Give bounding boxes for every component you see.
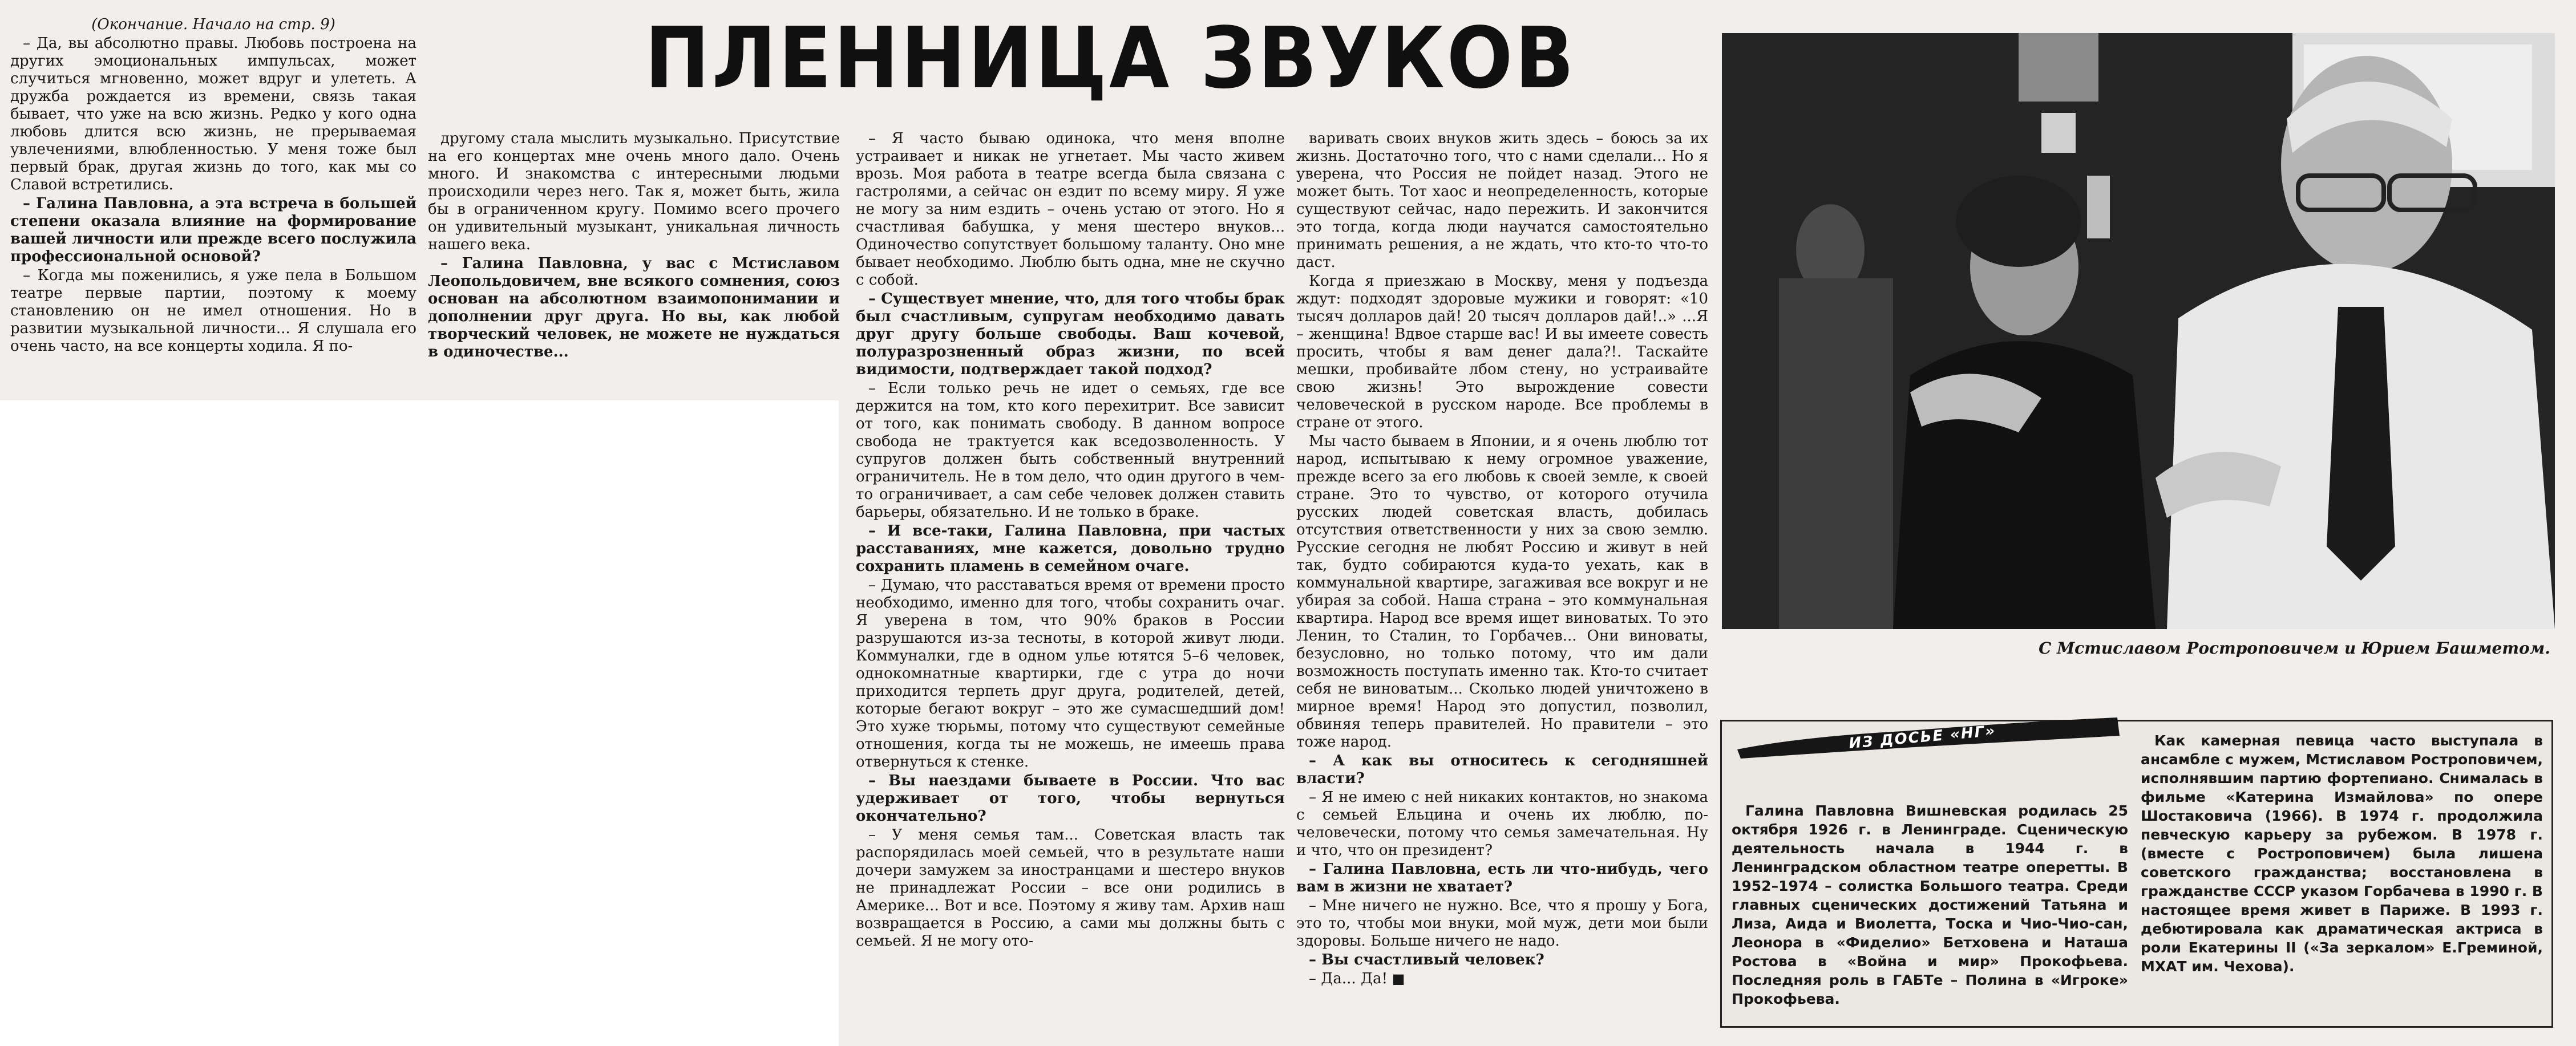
photo-image [1722,33,2555,629]
interview-question: – Галина Павловна, у вас с Мстиславом Леопольдовичем, вне всякого сомнения, союз основан на абсолютном взаимопонимании и дополнении друг друга. Но вы, как любой творческий человек, не можете не нуждаться в одиночестве... [428,255,840,360]
interview-answer: – Если только речь не идет о семьях, где все держится на том, кто кого перехитрит. Все зависит от того, как понимать свободу. В данном вопросе свобода не трактуется как вседозволенность. У супругов должен быть собственный внутренний ограничитель. Не в том дело, что один другого в чем-то ограничивает, а сам себе человек должен ставить барьеры, обязательно. И не только в браке. [856,380,1285,521]
interview-answer: Мы часто бываем в Японии, и я очень люблю тот народ, испытываю к нему огромное уважение, прежде всего за его любовь к своей земле, к своей стране. Это то чувство, от которого отучила русских людей советская власть, добилась отсутствия ответственности у них за свою землю. Русские сегодня не любят Россию и живут в ней так, будто собираются куда-то уехать, как в коммунальной квартире, загаживая все вокруг и не убирая за собой. Наша страна – это коммунальная квартира. Народ все время ищет виноватых. То это Ленин, то Сталин, то Горбачев... Они виноваты, безусловно, но только потому, что им дали возможность поступать именно так. Кто-то считает себя не виноватым... Сколько людей уничтожено в мирное время! Народ это допустил, позволил, обвиняя теперь правителей. Но правители – это тоже народ. [1296,433,1708,751]
interview-answer: другому стала мыслить музыкально. Присутствие на его концертах мне очень много дало. Очень много. И знакомства с интересными людьми происходили через него. Так я, может быть, жила бы в ограниченном кругу. Помимо всего прочего он удивительный музыкант, уникальная личность нашего века. [428,130,840,253]
article-column-3 [856,130,1285,1037]
interview-question: – Галина Павловна, есть ли что-нибудь, чего вам в жизни не хватает? [1296,861,1708,895]
interview-answer: Когда я приезжаю в Москву, меня у подъезда ждут: подходят здоровые мужики и говорят: «10 тысяч долларов дай! 20 тысяч долларов дай!..» ...Я – женщина! Вдвое старше вас! И вы имеете совесть просить, чтобы я вам денег дала?!. Таскайте мешки, пробивайте лбом стену, но устраивайте свою жизнь! Это вырождение совести человеческой в русском народе. Все проблемы в стране от этого. [1296,273,1708,431]
column-2-text [428,130,840,361]
dossier-badge-label: ИЗ ДОСЬЕ «НГ» [1848,722,1997,753]
article-column-2 [428,130,840,392]
dossier-column-2 [2141,731,2543,1023]
interview-answer: – Да, вы абсолютно правы. Любовь построена на других эмоциональных импульсах, может случиться мгновенно, может вдруг и улететь. А дружба рождается из времени, связь такая бывает, что уже на всю жизнь. Редко у кого одна любовь длится всю жизнь, не прерываемая увлечениями, влюбленностью. У меня тоже был первый брак, другая жизнь до того, как мы со Славой встретились. [10,35,416,193]
interview-answer: – Когда мы поженились, я уже пела в Большом театре первые партии, поэтому к моему становлению он не имел отношения. Но в развитии музыкальной личности... Я слушала его очень часто, на все концерты ходила. Я по- [10,267,416,355]
photo-caption: С Мстиславом Ростроповичем и Юрием Башметом. [2039,639,2550,658]
interview-answer: – Я часто бываю одинока, что меня вполне устраивает и никак не угнетает. Мы часто живем врозь. Моя работа в театре всегда была связана с гастролями, а сейчас он ездит по всему миру. Я уже не могу за ним ездить – очень устаю от этого. Но я счастливая бабушка, у меня шестеро внуков... Одиночество сопутствует большому таланту. Оно мне бывает необходимо. Люблю быть одна, мне не скучно с собой. [856,130,1285,289]
interview-question: – И все-таки, Галина Павловна, при частых расставаниях, мне кажется, довольно трудно сохранить пламень в семейном очаге. [856,522,1285,575]
interview-answer: – Да... Да! ■ [1296,970,1708,988]
interview-answer: – У меня семья там... Советская власть так распорядилась моей семьей, что в результате наши дочери замужем за иностранцами и шестеро внуков не принадлежат России – все они родились в Америке... Вот и все. Поэтому я живу там. Архив наш возвращается в Россию, а сами мы должны быть с семьей. Я не могу ото- [856,826,1285,950]
article-column-4 [1296,130,1708,1037]
headline: ПЛЕННИЦА ЗВУКОВ [645,9,1576,107]
column-3-text [856,130,1285,950]
interview-answer: – Думаю, что расставаться время от времени просто необходимо, именно для того, чтобы сохранить очаг. Я уверена в том, что 90% браков в России разрушаются из-за тесноты, в которой живут люди. Коммуналки, где в одном улье ютятся 5–6 человек, однокомнатные квартирки, где с утра до ночи приходится терпеть друг друга, родителей, детей, которые бегают вокруг – это же сумасшедший дом! Это хуже тюрьмы, потому что существуют семейные отношения, когда ты не можешь, не имеешь права отвернуться к стенке. [856,577,1285,771]
column-1-text [10,35,416,355]
interview-answer: – Мне ничего не нужно. Все, что я прошу у Бога, это то, чтобы мои внуки, мой муж, дети мои были здоровы. Больше ничего не надо. [1296,897,1708,950]
dossier-column-1 [1732,801,2128,1024]
continuation-note: (Окончание. Начало на стр. 9) [91,16,335,33]
column-4-text [1296,130,1708,988]
interview-question: – Существует мнение, что, для того чтобы брак был счастливым, супругам необходимо давать друг другу больше свободы. Ваш кочевой, полуразрозненный образ жизни, по всей видимости, подтверждает такой подход? [856,290,1285,378]
interview-question: – Галина Павловна, а эта встреча в большей степени оказала влияние на формирование вашей личности или прежде всего послужила профессиональной основой? [10,195,416,265]
dossier-text-2: Как камерная певица часто выступала в ансамбле с мужем, Мстиславом Ростроповичем, исполнявшим партию фортепиано. Снималась в фильме «Катерина Измайлова» по опере Шостаковича (1966). В 1974 г. продолжила певческую карьеру за рубежом. В 1978 г. (вместе с Ростроповичем) была лишена советского гражданства; восстановлена в гражданстве СССР указом Горбачева в 1990 г. В настоящее время живет в Париже. В 1993 г. дебютировала как драматическая актриса в роли Екатерины II («За зеркалом» Е.Греминой, МХАТ им. Чехова). [2141,732,2543,975]
interview-question: – Вы наездами бываете в России. Что вас удерживает от того, чтобы вернуться окончательно? [856,772,1285,825]
article-column-1 [10,16,416,392]
photo [1722,33,2555,629]
interview-answer: – Я не имею с ней никаких контактов, но знакома с семьей Ельцина и очень их люблю, по-человечески, потому что семья замечательная. Ну и что, что он президент? [1296,789,1708,859]
dossier-text-1: Галина Павловна Вишневская родилась 25 октября 1926 г. в Ленинграде. Сценическую деятельность начала в 1944 г. в Ленинградском областном театре оперетты. В 1952–1974 – солистка Большого театра. Среди главных сценических достижений Татьяна и Лиза, Аида и Виолетта, Тоска и Чио-Чио-сан, Леонора в «Фиделио» Бетховена и Наташа Ростова в «Война и мир» Прокофьева. Последняя роль в ГАБТе – Полина в «Игроке» Прокофьева. [1732,802,2128,1007]
interview-answer: варивать своих внуков жить здесь – боюсь за их жизнь. Достаточно того, что с нами сделали... Но я уверена, что Россия не пойдет назад. Этого не может быть. Тот хаос и неопределенность, которые существуют сейчас, надо пережить. И закончится это тогда, когда люди научатся самостоятельно принимать решения, а не ждать, что кто-то что-то даст. [1296,130,1708,271]
interview-question: – А как вы относитесь к сегодняшней власти? [1296,752,1708,787]
interview-question: – Вы счастливый человек? [1309,951,1544,968]
